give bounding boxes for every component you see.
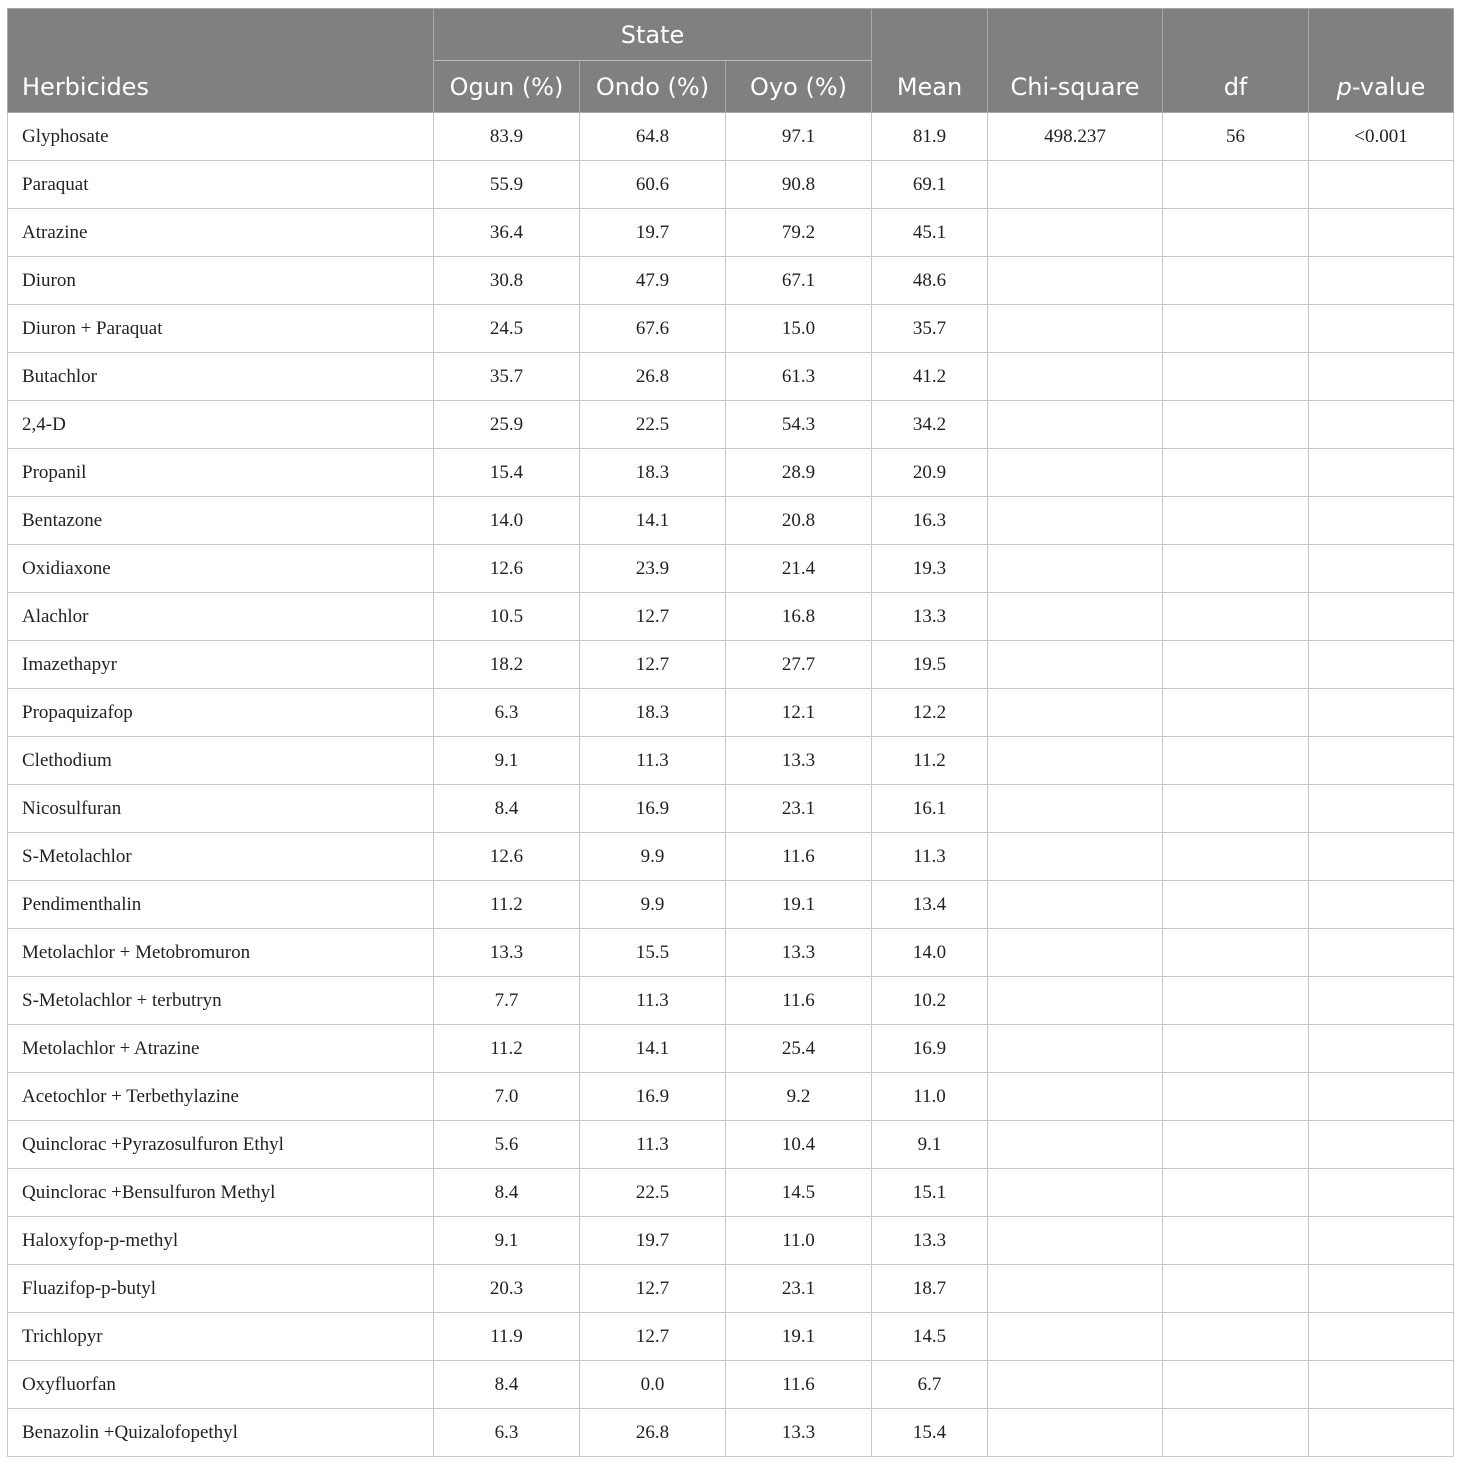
cell-df	[1163, 1121, 1309, 1169]
cell-chi-square	[988, 689, 1163, 737]
table-row	[8, 833, 1454, 881]
cell-p-value	[1309, 1409, 1454, 1457]
table-row	[8, 881, 1454, 929]
table-row	[8, 353, 1454, 401]
cell-oyo: 21.4	[726, 545, 872, 593]
table-row	[8, 593, 1454, 641]
cell-p-value	[1309, 1121, 1454, 1169]
cell-mean: 48.6	[872, 257, 988, 305]
cell-mean: 6.7	[872, 1361, 988, 1409]
cell-herbicide-name: 2,4-D	[8, 401, 434, 449]
table-row	[8, 1265, 1454, 1313]
cell-chi-square	[988, 593, 1163, 641]
cell-herbicide-name: S-Metolachlor	[8, 833, 434, 881]
cell-df: 56	[1163, 113, 1309, 161]
cell-oyo: 79.2	[726, 209, 872, 257]
cell-ondo: 22.5	[580, 401, 726, 449]
table-row	[8, 545, 1454, 593]
cell-mean: 20.9	[872, 449, 988, 497]
cell-df	[1163, 353, 1309, 401]
cell-p-value	[1309, 593, 1454, 641]
cell-chi-square	[988, 209, 1163, 257]
cell-ogun: 8.4	[434, 1361, 580, 1409]
cell-ondo: 9.9	[580, 833, 726, 881]
cell-df	[1163, 1265, 1309, 1313]
cell-p-value	[1309, 833, 1454, 881]
cell-oyo: 54.3	[726, 401, 872, 449]
cell-mean: 11.2	[872, 737, 988, 785]
cell-p-value	[1309, 881, 1454, 929]
cell-herbicide-name: Imazethapyr	[8, 641, 434, 689]
table-row	[8, 305, 1454, 353]
cell-ondo: 14.1	[580, 1025, 726, 1073]
cell-oyo: 28.9	[726, 449, 872, 497]
cell-herbicide-name: Butachlor	[8, 353, 434, 401]
cell-oyo: 25.4	[726, 1025, 872, 1073]
cell-p-value	[1309, 977, 1454, 1025]
cell-p-value	[1309, 497, 1454, 545]
cell-herbicide-name: Paraquat	[8, 161, 434, 209]
cell-ogun: 7.7	[434, 977, 580, 1025]
header-ondo: Ondo (%)	[580, 61, 726, 113]
cell-oyo: 13.3	[726, 929, 872, 977]
header-mean: Mean	[872, 9, 988, 113]
cell-df	[1163, 209, 1309, 257]
cell-oyo: 11.6	[726, 1361, 872, 1409]
cell-mean: 16.1	[872, 785, 988, 833]
table-row	[8, 449, 1454, 497]
table-row	[8, 929, 1454, 977]
cell-mean: 15.4	[872, 1409, 988, 1457]
cell-df	[1163, 881, 1309, 929]
cell-p-value	[1309, 449, 1454, 497]
header-ogun: Ogun (%)	[434, 61, 580, 113]
cell-mean: 18.7	[872, 1265, 988, 1313]
cell-p-value	[1309, 737, 1454, 785]
cell-ogun: 11.9	[434, 1313, 580, 1361]
cell-herbicide-name: Quinclorac +Pyrazosulfuron Ethyl	[8, 1121, 434, 1169]
cell-mean: 16.9	[872, 1025, 988, 1073]
table-row	[8, 1169, 1454, 1217]
cell-mean: 19.3	[872, 545, 988, 593]
table-row	[8, 641, 1454, 689]
cell-ogun: 36.4	[434, 209, 580, 257]
table-row	[8, 689, 1454, 737]
cell-herbicide-name: Quinclorac +Bensulfuron Methyl	[8, 1169, 434, 1217]
cell-df	[1163, 593, 1309, 641]
cell-mean: 13.4	[872, 881, 988, 929]
cell-p-value	[1309, 545, 1454, 593]
cell-oyo: 27.7	[726, 641, 872, 689]
cell-chi-square	[988, 929, 1163, 977]
cell-mean: 35.7	[872, 305, 988, 353]
cell-oyo: 10.4	[726, 1121, 872, 1169]
cell-chi-square	[988, 257, 1163, 305]
cell-ogun: 6.3	[434, 689, 580, 737]
table-row	[8, 1361, 1454, 1409]
cell-herbicide-name: Alachlor	[8, 593, 434, 641]
cell-df	[1163, 977, 1309, 1025]
cell-ogun: 8.4	[434, 1169, 580, 1217]
cell-p-value	[1309, 305, 1454, 353]
cell-chi-square	[988, 641, 1163, 689]
cell-oyo: 12.1	[726, 689, 872, 737]
cell-mean: 19.5	[872, 641, 988, 689]
header-p-italic: p	[1336, 73, 1352, 101]
cell-herbicide-name: Benazolin +Quizalofopethyl	[8, 1409, 434, 1457]
cell-df	[1163, 833, 1309, 881]
cell-ondo: 16.9	[580, 1073, 726, 1121]
cell-ogun: 6.3	[434, 1409, 580, 1457]
cell-ondo: 15.5	[580, 929, 726, 977]
cell-chi-square	[988, 1361, 1163, 1409]
header-oyo: Oyo (%)	[726, 61, 872, 113]
cell-oyo: 97.1	[726, 113, 872, 161]
table-row	[8, 113, 1454, 161]
cell-df	[1163, 1217, 1309, 1265]
cell-p-value	[1309, 1073, 1454, 1121]
cell-ondo: 19.7	[580, 1217, 726, 1265]
cell-chi-square	[988, 1313, 1163, 1361]
cell-mean: 13.3	[872, 1217, 988, 1265]
cell-ondo: 16.9	[580, 785, 726, 833]
cell-ondo: 26.8	[580, 1409, 726, 1457]
cell-chi-square	[988, 401, 1163, 449]
cell-herbicide-name: Bentazone	[8, 497, 434, 545]
cell-df	[1163, 641, 1309, 689]
table-row	[8, 497, 1454, 545]
cell-ogun: 7.0	[434, 1073, 580, 1121]
cell-ogun: 9.1	[434, 1217, 580, 1265]
cell-ogun: 35.7	[434, 353, 580, 401]
table-row	[8, 977, 1454, 1025]
cell-ogun: 15.4	[434, 449, 580, 497]
cell-p-value	[1309, 1361, 1454, 1409]
cell-oyo: 13.3	[726, 737, 872, 785]
cell-p-value	[1309, 785, 1454, 833]
cell-p-value	[1309, 209, 1454, 257]
cell-mean: 69.1	[872, 161, 988, 209]
cell-df	[1163, 1073, 1309, 1121]
table-row	[8, 785, 1454, 833]
cell-ondo: 18.3	[580, 449, 726, 497]
cell-df	[1163, 305, 1309, 353]
cell-ogun: 9.1	[434, 737, 580, 785]
cell-p-value	[1309, 689, 1454, 737]
cell-chi-square: 498.237	[988, 113, 1163, 161]
cell-ondo: 9.9	[580, 881, 726, 929]
cell-df	[1163, 449, 1309, 497]
cell-ogun: 12.6	[434, 833, 580, 881]
cell-chi-square	[988, 497, 1163, 545]
cell-df	[1163, 161, 1309, 209]
cell-df	[1163, 785, 1309, 833]
cell-oyo: 23.1	[726, 785, 872, 833]
cell-oyo: 11.6	[726, 977, 872, 1025]
cell-ondo: 22.5	[580, 1169, 726, 1217]
cell-herbicide-name: Glyphosate	[8, 113, 434, 161]
cell-chi-square	[988, 881, 1163, 929]
table-row	[8, 1025, 1454, 1073]
cell-oyo: 67.1	[726, 257, 872, 305]
cell-chi-square	[988, 737, 1163, 785]
cell-ondo: 12.7	[580, 641, 726, 689]
table-row	[8, 1313, 1454, 1361]
header-p-value	[1309, 9, 1454, 113]
table-row	[8, 1217, 1454, 1265]
cell-chi-square	[988, 1409, 1163, 1457]
cell-herbicide-name: Propaquizafop	[8, 689, 434, 737]
cell-herbicide-name: Haloxyfop-p-methyl	[8, 1217, 434, 1265]
cell-mean: 34.2	[872, 401, 988, 449]
cell-df	[1163, 1361, 1309, 1409]
cell-p-value	[1309, 929, 1454, 977]
herbicide-usage-table	[7, 8, 1454, 1457]
cell-ondo: 11.3	[580, 737, 726, 785]
cell-oyo: 19.1	[726, 881, 872, 929]
cell-herbicide-name: Propanil	[8, 449, 434, 497]
cell-ogun: 12.6	[434, 545, 580, 593]
cell-p-value	[1309, 641, 1454, 689]
cell-ogun: 24.5	[434, 305, 580, 353]
cell-ondo: 60.6	[580, 161, 726, 209]
cell-chi-square	[988, 1217, 1163, 1265]
cell-chi-square	[988, 353, 1163, 401]
table-row	[8, 1073, 1454, 1121]
cell-oyo: 61.3	[726, 353, 872, 401]
cell-herbicide-name: Nicosulfuran	[8, 785, 434, 833]
cell-ogun: 5.6	[434, 1121, 580, 1169]
cell-mean: 12.2	[872, 689, 988, 737]
cell-chi-square	[988, 305, 1163, 353]
table-row	[8, 1409, 1454, 1457]
cell-ondo: 11.3	[580, 977, 726, 1025]
cell-ogun: 83.9	[434, 113, 580, 161]
cell-p-value	[1309, 1313, 1454, 1361]
cell-ogun: 14.0	[434, 497, 580, 545]
cell-mean: 13.3	[872, 593, 988, 641]
cell-chi-square	[988, 449, 1163, 497]
cell-chi-square	[988, 1265, 1163, 1313]
cell-chi-square	[988, 1121, 1163, 1169]
table-row	[8, 257, 1454, 305]
cell-ogun: 13.3	[434, 929, 580, 977]
table-body	[8, 113, 1454, 1457]
cell-oyo: 11.6	[726, 833, 872, 881]
cell-chi-square	[988, 545, 1163, 593]
cell-df	[1163, 929, 1309, 977]
cell-ogun: 30.8	[434, 257, 580, 305]
table-header	[8, 9, 1454, 113]
cell-mean: 11.0	[872, 1073, 988, 1121]
cell-herbicide-name: Fluazifop-p-butyl	[8, 1265, 434, 1313]
cell-df	[1163, 545, 1309, 593]
cell-p-value	[1309, 353, 1454, 401]
table-row	[8, 737, 1454, 785]
cell-df	[1163, 737, 1309, 785]
cell-ogun: 10.5	[434, 593, 580, 641]
cell-ogun: 18.2	[434, 641, 580, 689]
cell-herbicide-name: Oxidiaxone	[8, 545, 434, 593]
cell-ondo: 12.7	[580, 1265, 726, 1313]
cell-mean: 11.3	[872, 833, 988, 881]
cell-chi-square	[988, 977, 1163, 1025]
cell-ogun: 55.9	[434, 161, 580, 209]
cell-herbicide-name: Trichlopyr	[8, 1313, 434, 1361]
cell-ondo: 19.7	[580, 209, 726, 257]
cell-herbicide-name: Oxyfluorfan	[8, 1361, 434, 1409]
header-chi-square: Chi-square	[988, 9, 1163, 113]
cell-ondo: 11.3	[580, 1121, 726, 1169]
cell-ondo: 18.3	[580, 689, 726, 737]
cell-mean: 14.5	[872, 1313, 988, 1361]
cell-chi-square	[988, 1025, 1163, 1073]
cell-ogun: 11.2	[434, 881, 580, 929]
cell-mean: 81.9	[872, 113, 988, 161]
cell-p-value	[1309, 1265, 1454, 1313]
cell-ondo: 47.9	[580, 257, 726, 305]
cell-ondo: 14.1	[580, 497, 726, 545]
table-row	[8, 209, 1454, 257]
cell-ogun: 11.2	[434, 1025, 580, 1073]
cell-oyo: 90.8	[726, 161, 872, 209]
header-df: df	[1163, 9, 1309, 113]
cell-p-value	[1309, 161, 1454, 209]
cell-herbicide-name: Diuron	[8, 257, 434, 305]
table-row	[8, 161, 1454, 209]
cell-oyo: 19.1	[726, 1313, 872, 1361]
cell-ogun: 8.4	[434, 785, 580, 833]
header-state: State	[434, 9, 872, 61]
cell-herbicide-name: Atrazine	[8, 209, 434, 257]
cell-df	[1163, 1169, 1309, 1217]
cell-herbicide-name: Metolachlor + Metobromuron	[8, 929, 434, 977]
cell-chi-square	[988, 785, 1163, 833]
cell-oyo: 11.0	[726, 1217, 872, 1265]
cell-df	[1163, 1313, 1309, 1361]
cell-oyo: 9.2	[726, 1073, 872, 1121]
cell-df	[1163, 497, 1309, 545]
cell-mean: 45.1	[872, 209, 988, 257]
cell-df	[1163, 401, 1309, 449]
cell-chi-square	[988, 833, 1163, 881]
cell-ondo: 12.7	[580, 593, 726, 641]
cell-ondo: 0.0	[580, 1361, 726, 1409]
cell-mean: 10.2	[872, 977, 988, 1025]
cell-p-value	[1309, 257, 1454, 305]
cell-herbicide-name: Metolachlor + Atrazine	[8, 1025, 434, 1073]
cell-ondo: 64.8	[580, 113, 726, 161]
cell-ondo: 67.6	[580, 305, 726, 353]
cell-chi-square	[988, 161, 1163, 209]
cell-herbicide-name: Acetochlor + Terbethylazine	[8, 1073, 434, 1121]
cell-p-value	[1309, 401, 1454, 449]
cell-p-value	[1309, 1025, 1454, 1073]
cell-herbicide-name: Diuron + Paraquat	[8, 305, 434, 353]
cell-df	[1163, 689, 1309, 737]
cell-mean: 9.1	[872, 1121, 988, 1169]
cell-chi-square	[988, 1073, 1163, 1121]
cell-df	[1163, 1025, 1309, 1073]
cell-chi-square	[988, 1169, 1163, 1217]
cell-mean: 15.1	[872, 1169, 988, 1217]
cell-df	[1163, 1409, 1309, 1457]
cell-herbicide-name: Pendimenthalin	[8, 881, 434, 929]
cell-oyo: 16.8	[726, 593, 872, 641]
header-p-suffix: -value	[1351, 73, 1426, 101]
cell-ondo: 12.7	[580, 1313, 726, 1361]
cell-oyo: 13.3	[726, 1409, 872, 1457]
cell-mean: 41.2	[872, 353, 988, 401]
cell-oyo: 20.8	[726, 497, 872, 545]
cell-herbicide-name: S-Metolachlor + terbutryn	[8, 977, 434, 1025]
cell-df	[1163, 257, 1309, 305]
cell-ogun: 25.9	[434, 401, 580, 449]
table-row	[8, 401, 1454, 449]
cell-oyo: 15.0	[726, 305, 872, 353]
cell-mean: 16.3	[872, 497, 988, 545]
cell-p-value	[1309, 1217, 1454, 1265]
cell-ondo: 23.9	[580, 545, 726, 593]
header-herbicides: Herbicides	[8, 9, 434, 113]
table-row	[8, 1121, 1454, 1169]
cell-oyo: 14.5	[726, 1169, 872, 1217]
cell-p-value: <0.001	[1309, 113, 1454, 161]
cell-oyo: 23.1	[726, 1265, 872, 1313]
cell-mean: 14.0	[872, 929, 988, 977]
cell-ogun: 20.3	[434, 1265, 580, 1313]
cell-ondo: 26.8	[580, 353, 726, 401]
cell-herbicide-name: Clethodium	[8, 737, 434, 785]
cell-p-value	[1309, 1169, 1454, 1217]
